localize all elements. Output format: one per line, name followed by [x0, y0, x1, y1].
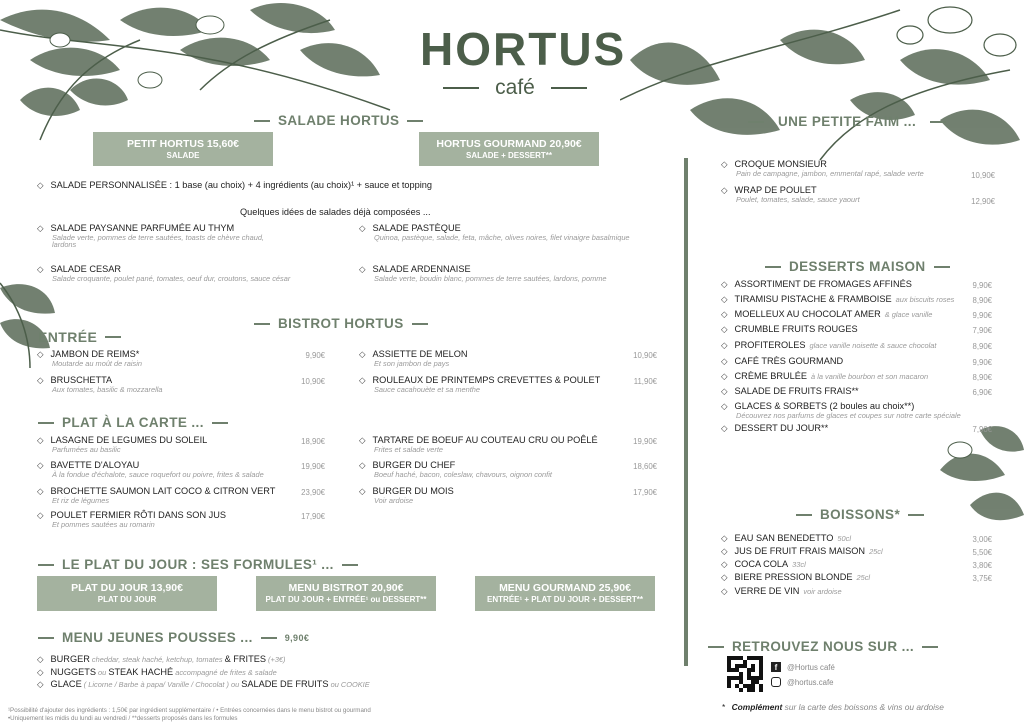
brand-subtitle-text: café [495, 76, 535, 99]
item-name [721, 280, 912, 290]
item-desc: Aux tomates, basilic & mozzarella [52, 384, 163, 394]
item-desc: Sauce cacahouète et sa menthe [374, 384, 481, 394]
item-name: ◇ BRUSCHETTA [37, 376, 163, 386]
item-label: TIRAMISU PISTACHE & FRAMBOISE [734, 294, 892, 304]
section-heading-plat [38, 415, 228, 430]
drink-item [721, 560, 806, 570]
dash [342, 564, 358, 566]
formula-title: MENU BISTROT 20,90€ [288, 582, 404, 595]
item-name: ◇ ROULEAUX DE PRINTEMPS CREVETTES & POULET [359, 376, 600, 386]
item-desc: Salade verte, boudin blanc, pommes de terre sautées, lardons, pomme [374, 273, 607, 283]
kids-item-note: accompagné de frites & salade [173, 668, 277, 677]
item-extra: aux biscuits roses [895, 295, 955, 304]
item-desc: Découvrez nos parfums de glaces et coupes sur notre carte spéciale [736, 410, 961, 420]
menu-item [37, 487, 275, 504]
item-desc: Et riz de légumes [52, 495, 110, 505]
section-title: LE PLAT DU JOUR : SES FORMULES¹ ... [62, 557, 334, 572]
item-name [721, 547, 883, 557]
formula-box-menu-bistrot [256, 576, 436, 611]
section-heading-entree [38, 329, 121, 345]
dash [105, 336, 121, 338]
item-name: ◇ SALADE PAYSANNE PARFUMÉE AU THYM [37, 224, 287, 234]
item-name: ◇ SALADE ARDENNAISE [359, 265, 607, 275]
section-title: PLAT À LA CARTE ... [62, 415, 204, 430]
dash [922, 646, 938, 648]
item-label: JUS DE FRUIT FRAIS MAISON [734, 546, 866, 556]
section-heading-formules [38, 557, 358, 572]
facebook-link[interactable] [771, 662, 835, 672]
item-desc: À la fondue d'échalote, sauce roquefort ou poivre, frites & salade [52, 469, 264, 479]
kids-item: GLACE [50, 679, 82, 689]
qr-code-icon[interactable] [727, 656, 763, 692]
section-heading-boissons [796, 507, 924, 522]
menu-item [721, 160, 924, 177]
drink-item [721, 534, 851, 544]
item-price: 7,90€ [972, 326, 992, 335]
section-title: BISTROT HORTUS [278, 316, 404, 331]
item-name: ◇ TARTARE DE BOEUF AU COUTEAU CRU OU POÊLÉ [359, 436, 598, 446]
kids-item-note: (+3€) [265, 655, 286, 664]
dessert-item [721, 310, 932, 320]
item-price: 9,90€ [972, 358, 992, 367]
item-name: ◇ SALADE PASTÈQUE [359, 224, 630, 234]
menu-item [359, 376, 600, 393]
dash [212, 422, 228, 424]
dessert-item [721, 295, 954, 305]
dash [38, 422, 54, 424]
item-label: GLACES & SORBETS (2 boules au choix**) [734, 401, 915, 411]
item-name [721, 310, 932, 320]
item-price: 10,90€ [971, 171, 995, 180]
dash [796, 514, 812, 516]
item-extra: & glace vanille [884, 310, 933, 319]
item-extra: voir ardoise [803, 587, 842, 596]
item-price: 3,00€ [972, 535, 992, 544]
section-title: SALADE HORTUS [278, 113, 400, 128]
facebook-icon: f [771, 662, 781, 672]
item-price: 23,90€ [301, 488, 325, 497]
item-label: VERRE DE VIN [734, 586, 800, 596]
section-heading-bistrot-hortus [254, 316, 428, 331]
item-price: 3,80€ [972, 561, 992, 570]
qr-module [759, 688, 763, 692]
item-extra: à la vanille bourbon et son macaron [811, 372, 929, 381]
menu-item-salade-perso [37, 181, 432, 191]
salad-ideas-caption: Quelques idées de salades déjà composées ... [240, 207, 431, 217]
dash [765, 266, 781, 268]
dessert-item [721, 402, 961, 419]
item-name: ◇ LASAGNE DE LEGUMES DU SOLEIL [37, 436, 207, 446]
instagram-icon [771, 677, 781, 687]
formula-title: MENU GOURMAND 25,90€ [499, 582, 631, 595]
drink-item [721, 573, 870, 583]
item-desc: Pain de campagne, jambon, emmental rapé, salade verte [736, 168, 924, 178]
item-desc: Poulet, tomates, salade, sauce yaourt [736, 194, 860, 204]
section-title: UNE PETITE FAIM ... [778, 114, 917, 129]
item-label: PROFITEROLES [734, 340, 806, 350]
footnote: ¹Possibilité d'ajouter des ingrédients : 1,50€ par ingrédient supplémentaire / • Entrées concernées dans le menu bistrot ou gourmand [8, 707, 371, 714]
item-name: ◇ SALADE CESAR [37, 265, 290, 275]
brand-logo: HORTUS [420, 23, 627, 75]
item-price: 18,60€ [633, 462, 657, 471]
item-name [721, 424, 828, 434]
menu-item [37, 265, 290, 282]
item-extra: 25cl [856, 573, 871, 582]
formula-box-menu-gourmand [475, 576, 655, 611]
drink-item [721, 587, 842, 597]
kids-item-extra: & FRITES [224, 654, 266, 664]
facebook-handle: @Hortus café [787, 662, 835, 672]
section-title: RETROUVEZ NOUS SUR ... [732, 639, 915, 654]
item-desc: Moutarde au moût de raisin [52, 358, 142, 368]
menu-item [37, 224, 287, 249]
item-label: DESSERT DU JOUR** [734, 423, 829, 433]
kids-item-desc: ( Licorne / Barbe à papa/ Vanille / Chocolat ) ou [81, 680, 242, 689]
menu-item [359, 350, 468, 367]
formula-box-hortus-gourmand [419, 132, 599, 166]
dash [908, 514, 924, 516]
menu-item [359, 436, 598, 453]
menu-item [359, 487, 454, 504]
item-price: 19,90€ [633, 437, 657, 446]
item-label: COCA COLA [734, 559, 789, 569]
kids-item-extra: SALADE DE FRUITS [241, 679, 329, 689]
item-extra: 50cl [837, 534, 851, 543]
item-name [721, 372, 928, 382]
divider [443, 87, 479, 89]
item-label: SALADE DE FRUITS FRAIS** [734, 386, 859, 396]
kids-item: BURGER [50, 654, 90, 664]
item-label: CAFÉ TRÈS GOURMAND [734, 356, 844, 366]
dash [407, 120, 423, 122]
menu-item [37, 511, 226, 528]
formula-sub: SALADE + DESSERT** [465, 150, 553, 160]
dash [38, 637, 54, 639]
dessert-item [721, 372, 928, 382]
dash [261, 637, 277, 639]
menu-item [359, 265, 607, 282]
item-price: 8,90€ [972, 342, 992, 351]
kids-menu-line [37, 668, 277, 678]
item-name [721, 325, 858, 335]
foliage-top-right-illustration [620, 0, 1024, 170]
section-heading-retrouvez [708, 639, 938, 654]
menu-item [37, 436, 207, 453]
item-name: ◇ BROCHETTE SAUMON LAIT COCO & CITRON VERT [37, 487, 275, 497]
formula-box-petit-hortus [93, 132, 273, 166]
item-label: MOELLEUX AU CHOCOLAT AMER [734, 309, 881, 319]
instagram-handle: @hortus.cafe [787, 677, 834, 687]
kids-item-extra: STEAK HACHÉ [108, 667, 174, 677]
dash [38, 564, 54, 566]
dessert-item [721, 325, 858, 335]
item-name [721, 387, 859, 397]
kids-menu-line [37, 680, 370, 690]
item-price: 10,90€ [301, 377, 325, 386]
item-name: ◇ CROQUE MONSIEUR [721, 160, 924, 170]
item-price: 17,90€ [633, 488, 657, 497]
item-extra: 33cl [792, 560, 806, 569]
dash [254, 323, 270, 325]
item-name: ◇ BAVETTE D'ALOYAU [37, 461, 264, 471]
item-price: 6,90€ [972, 388, 992, 397]
menu-item [721, 186, 860, 203]
item-extra: glace vanille noisette & sauce chocolat [809, 341, 937, 350]
item-name [37, 680, 370, 690]
item-name: ◇ BURGER DU CHEF [359, 461, 552, 471]
item-price: 12,90€ [971, 197, 995, 206]
kids-item: NUGGETS [50, 667, 96, 677]
menu-item [359, 461, 552, 478]
divider [551, 87, 587, 89]
item-desc: Et son jambon de pays [374, 358, 450, 368]
dash [412, 323, 428, 325]
brand-subtitle [430, 76, 600, 100]
menu-item [37, 350, 142, 367]
item-price: 9,90€ [972, 281, 992, 290]
item-label: CRUMBLE FRUITS ROUGES [734, 324, 858, 334]
item-price: 8,90€ [972, 373, 992, 382]
dessert-item [721, 387, 859, 397]
section-heading-petite-faim [748, 114, 946, 129]
item-name: ◇ POULET FERMIER RÔTI DANS SON JUS [37, 511, 226, 521]
item-price: 8,90€ [972, 296, 992, 305]
star: * [722, 702, 726, 712]
item-price: 10,90€ [633, 351, 657, 360]
kids-item-desc: cheddar, steak haché, ketchup, tomates [89, 655, 225, 664]
menu-item [359, 224, 630, 241]
item-price: 7,90€ [972, 425, 992, 434]
kids-menu-price: 9,90€ [284, 632, 310, 643]
item-desc: Boeuf haché, bacon, coleslaw, chavours, oignon confit [374, 469, 552, 479]
dash [708, 646, 724, 648]
footnote: •Uniquement les midis du lundi au vendredi / **desserts proposés dans les formules [8, 715, 238, 722]
item-label: EAU SAN BENEDETTO [734, 533, 834, 543]
section-heading-jeunes-pousses [38, 630, 309, 645]
item-label: BIERE PRESSION BLONDE [734, 572, 853, 582]
item-desc: Salade croquante, poulet pané, tomates, oeuf dur, croutons, sauce césar [52, 273, 291, 283]
formula-box-plat-du-jour [37, 576, 217, 611]
item-name [721, 560, 806, 570]
item-desc: Voir ardoise [374, 495, 414, 505]
formula-title: HORTUS GOURMAND 20,90€ [436, 137, 582, 150]
section-title: ENTRÉE [38, 329, 98, 345]
column-divider [684, 158, 688, 666]
item-name [721, 357, 843, 367]
item-name [721, 341, 936, 351]
kids-item-desc: ou [95, 668, 109, 677]
item-price: 18,90€ [301, 437, 325, 446]
dash [254, 120, 270, 122]
section-title: BOISSONS* [820, 507, 901, 522]
dessert-item [721, 341, 936, 351]
item-price: 5,50€ [972, 548, 992, 557]
item-label: ASSORTIMENT DE FROMAGES AFFINÉS [734, 279, 912, 289]
item-name [37, 668, 277, 678]
item-name [721, 573, 870, 583]
complement-text: sur la carte des boissons & vins ou ardoise [782, 702, 944, 712]
formula-title: PLAT DU JOUR 13,90€ [71, 582, 183, 595]
item-label: CRÈME BRULÉE [734, 371, 808, 381]
item-extra: 25cl [869, 547, 883, 556]
item-price: 19,90€ [301, 462, 325, 471]
item-price: 9,90€ [305, 351, 325, 360]
formula-sub: ENTRÉE¹ + PLAT DU JOUR + DESSERT** [487, 595, 643, 605]
item-name [721, 534, 851, 544]
item-name: ◇ JAMBON DE REIMS* [37, 350, 142, 360]
item-price: 9,90€ [972, 311, 992, 320]
formula-sub: SALADE [166, 150, 200, 160]
item-price: 3,75€ [972, 574, 992, 583]
item-desc: Quinoa, pastèque, salade, feta, mâche, olives noires, filet vinaigre basalmique [374, 232, 630, 242]
item-price: 17,90€ [301, 512, 325, 521]
dessert-item [721, 280, 912, 290]
dash [934, 266, 950, 268]
item-name [721, 295, 954, 305]
section-heading-salade-hortus [254, 113, 423, 128]
instagram-link[interactable] [771, 677, 834, 687]
formula-sub: PLAT DU JOUR [97, 595, 157, 605]
kids-menu-line [37, 655, 286, 665]
item-name [37, 655, 286, 665]
item-name: ◇ ASSIETTE DE MELON [359, 350, 468, 360]
menu-item [37, 461, 264, 478]
item-desc: Et pommes sautées au romarin [52, 519, 155, 529]
dash [748, 121, 764, 123]
item-desc: Salade verte, pommes de terre sautées, toasts de chèvre chaud, lardons [52, 232, 264, 250]
complement-note [722, 702, 944, 712]
formula-title: PETIT HORTUS 15,60€ [126, 137, 240, 150]
foliage-right-illustration [930, 420, 1024, 530]
complement-label: Complément [731, 702, 783, 712]
drink-item [721, 547, 883, 557]
kids-item-note: ou COOKIE [328, 680, 370, 689]
item-name: ◇ BURGER DU MOIS [359, 487, 454, 497]
dessert-item [721, 357, 843, 367]
menu-item [37, 376, 163, 393]
formula-sub: PLAT DU JOUR + ENTRÉE¹ ou DESSERT** [265, 595, 427, 605]
dash [930, 121, 946, 123]
item-name: ◇ WRAP DE POULET [721, 186, 860, 196]
section-heading-desserts [765, 259, 950, 274]
section-title: DESSERTS MAISON [789, 259, 926, 274]
item-name: ◇ SALADE PERSONNALISÉE : 1 base (au choix) + 4 ingrédients (au choix)¹ + sauce et topping [37, 181, 432, 191]
section-title: MENU JEUNES POUSSES ... [62, 630, 253, 645]
item-name [721, 587, 842, 597]
item-desc: Frites et salade verte [374, 444, 444, 454]
item-desc: Parfumées au basilic [52, 444, 121, 454]
dessert-item [721, 424, 828, 434]
item-price: 11,90€ [633, 377, 657, 386]
